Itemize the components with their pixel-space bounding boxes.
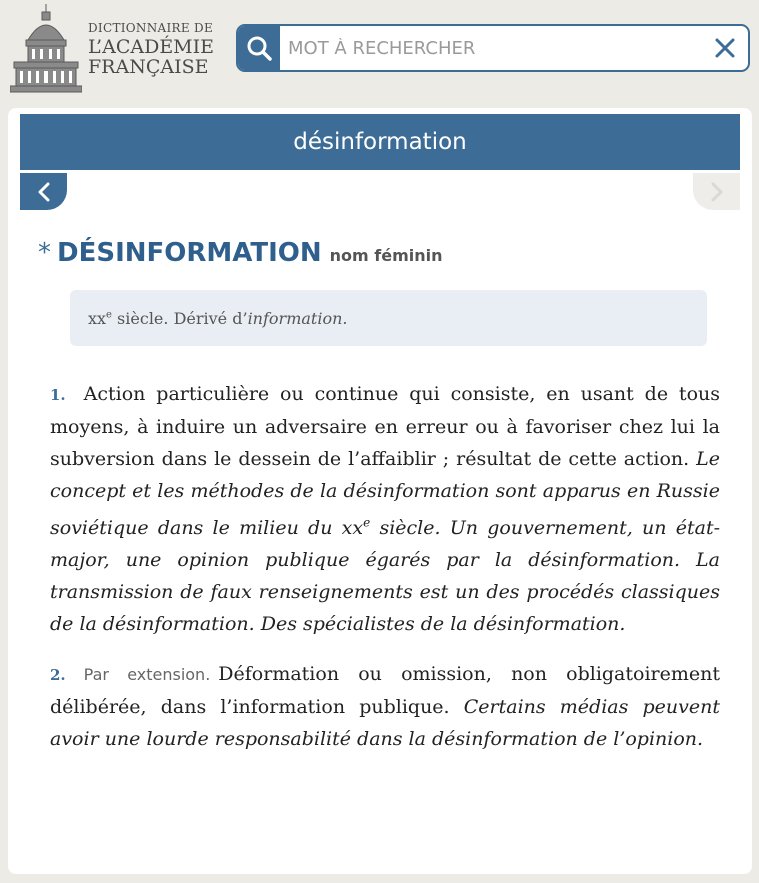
example-part-b: siècle. Un gouvernement, un état-major, une opinion publique égarés par la désinformation. La transmission de faux renseignements est un des procédés classiques de la désinformation. Des spécialistes de la désinformation.: [50, 517, 721, 636]
chevron-left-icon: [37, 182, 51, 202]
etymology-text: [88, 309, 347, 328]
logo-line-2: L’ACADÉMIE: [88, 36, 215, 58]
previous-entry-button[interactable]: [20, 173, 67, 210]
definition-number: 1.: [50, 386, 66, 404]
definition-domain: Par extension.: [83, 665, 211, 684]
search-button[interactable]: [238, 26, 280, 70]
search-icon: [246, 35, 272, 61]
definition-example: Certains médias peuvent avoir une lourde responsabilité dans la désinformation de l’opinion.: [50, 696, 720, 750]
part-of-speech: nom féminin: [329, 246, 443, 265]
headword-row: [38, 238, 443, 268]
clear-search-button[interactable]: [714, 37, 736, 59]
academie-logo[interactable]: [10, 4, 215, 100]
logo-line-1: DICTIONNAIRE DE: [88, 21, 214, 35]
definition-example: [50, 448, 720, 635]
entry-title-bar: désinformation: [20, 114, 740, 170]
headword: DÉSINFORMATION: [57, 238, 322, 268]
definition-2: [50, 658, 720, 755]
etymology-ref-link[interactable]: information.: [247, 308, 348, 328]
logo-line-3: FRANÇAISE: [88, 56, 209, 78]
etymology-box: [70, 290, 707, 346]
chevron-right-icon: [710, 182, 724, 202]
search-input[interactable]: [288, 26, 688, 70]
etymology-century: xx: [88, 308, 107, 328]
etymology-century-sup: e: [106, 309, 112, 321]
next-entry-button[interactable]: [693, 173, 740, 210]
asterisk-icon: *: [38, 238, 51, 268]
building-dome-icon: [10, 4, 82, 96]
definition-1: [50, 378, 720, 640]
etymology-body: siècle. Dérivé d’: [111, 308, 248, 328]
close-icon: [714, 37, 736, 59]
definition-text: Déformation ou omission, non obligatoirement délibérée, dans l’information publique.: [50, 663, 720, 718]
example-sup: e: [363, 516, 371, 530]
definition-text: Action particulière ou continue qui consiste, en usant de tous moyens, à induire un adversaire en erreur ou à favoriser chez lui la subversion dans le dessein de l’affaiblir ; résultat de cette action.: [50, 383, 720, 470]
entry-card: [8, 108, 752, 874]
definition-number: 2.: [50, 666, 66, 684]
example-part-a: Le concept et les méthodes de la désinformation sont apparus en Russie soviétique dans le milieu du xx: [50, 448, 720, 540]
search-bar: [236, 24, 750, 72]
logo-text: [88, 22, 214, 77]
